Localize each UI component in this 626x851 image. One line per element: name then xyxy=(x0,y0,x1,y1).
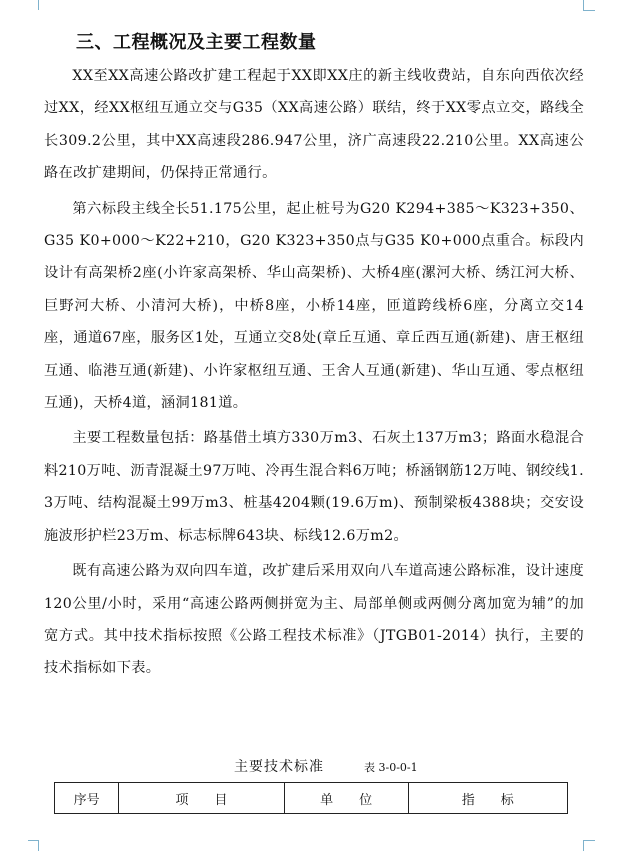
crop-mark-top-right xyxy=(583,0,584,10)
document-body xyxy=(44,30,584,808)
table-code: 表 3-0-0-1 xyxy=(364,761,418,774)
crop-mark-bottom-left-h xyxy=(28,840,39,841)
table-title: 主要技术标准 xyxy=(234,759,324,775)
technical-standards-table xyxy=(54,782,568,814)
paragraph-section-six: 第六标段主线全长51.175公里，起止桩号为G20 K294+385～K323+350、G35 K0+000～K22+210，G20 K323+350点与G35 K0+000点重合。标段内设计有高架桥2座(小许家高架桥、华山高架桥)、大桥4座(漯河大桥、绣江河大桥、巨野河大桥、小清河大桥)，中桥8座，小桥14座，匝道跨线桥6座，分离立交14座，通道67座，服务区1处，互通立交8处(章丘互通、章丘西互通(新建)、唐王枢纽互通、临港互通(新建)、小许家枢纽互通、王舍人互通(新建)、华山互通、零点枢纽互通)，天桥4道，涵洞181道。 xyxy=(44,200,584,412)
crop-mark-bottom-right-h xyxy=(583,840,595,841)
crop-mark-top-right-h xyxy=(583,10,595,11)
paragraph-quantities: 主要工程数量包括：路基借土填方330万m3、石灰土137万m3；路面水稳混合料210万吨、沥青混凝土97万吨、冷再生混合料6万吨；桥涵钢筋12万吨、钢绞线1.3万吨、结构混凝土99万m3、桩基4204颗(19.6万m)、预制梁板4388块；交安设施波形护栏23万m、标志标牌643块、标线12.6万m2。 xyxy=(44,430,584,544)
header-serial-number: 序号 xyxy=(55,783,119,814)
table-header-row xyxy=(55,783,568,814)
header-indicator: 指 标 xyxy=(408,783,567,814)
header-item: 项 目 xyxy=(119,783,284,814)
paragraph-overview: XX至XX高速公路改扩建工程起于XX即XX庄的新主线收费站，自东向西依次经过XX，经XX枢纽互通立交与G35（XX高速公路）联结，终于XX零点立交，路线全长309.2公里，其中XX高速段286.947公里，济广高速段22.210公里。XX高速公路在改扩建期间，仍保持正常通行。 xyxy=(44,68,584,182)
crop-mark-bottom-right xyxy=(583,840,584,851)
crop-mark-top-left xyxy=(38,0,39,10)
crop-mark-bottom-left xyxy=(38,840,39,851)
section-heading: 三、工程概况及主要工程数量 xyxy=(76,32,317,53)
header-unit: 单 位 xyxy=(284,783,408,814)
table-caption xyxy=(44,754,584,778)
paragraph-standards: 既有高速公路为双向四车道，改扩建后采用双向八车道高速公路标准，设计速度120公里/小时，采用“高速公路两侧拼宽为主、局部单侧或两侧分离加宽为辅”的加宽方式。其中技术指标按照《公路工程技术标准》（JTGB01-2014）执行，主要的技术指标如下表。 xyxy=(44,563,584,677)
